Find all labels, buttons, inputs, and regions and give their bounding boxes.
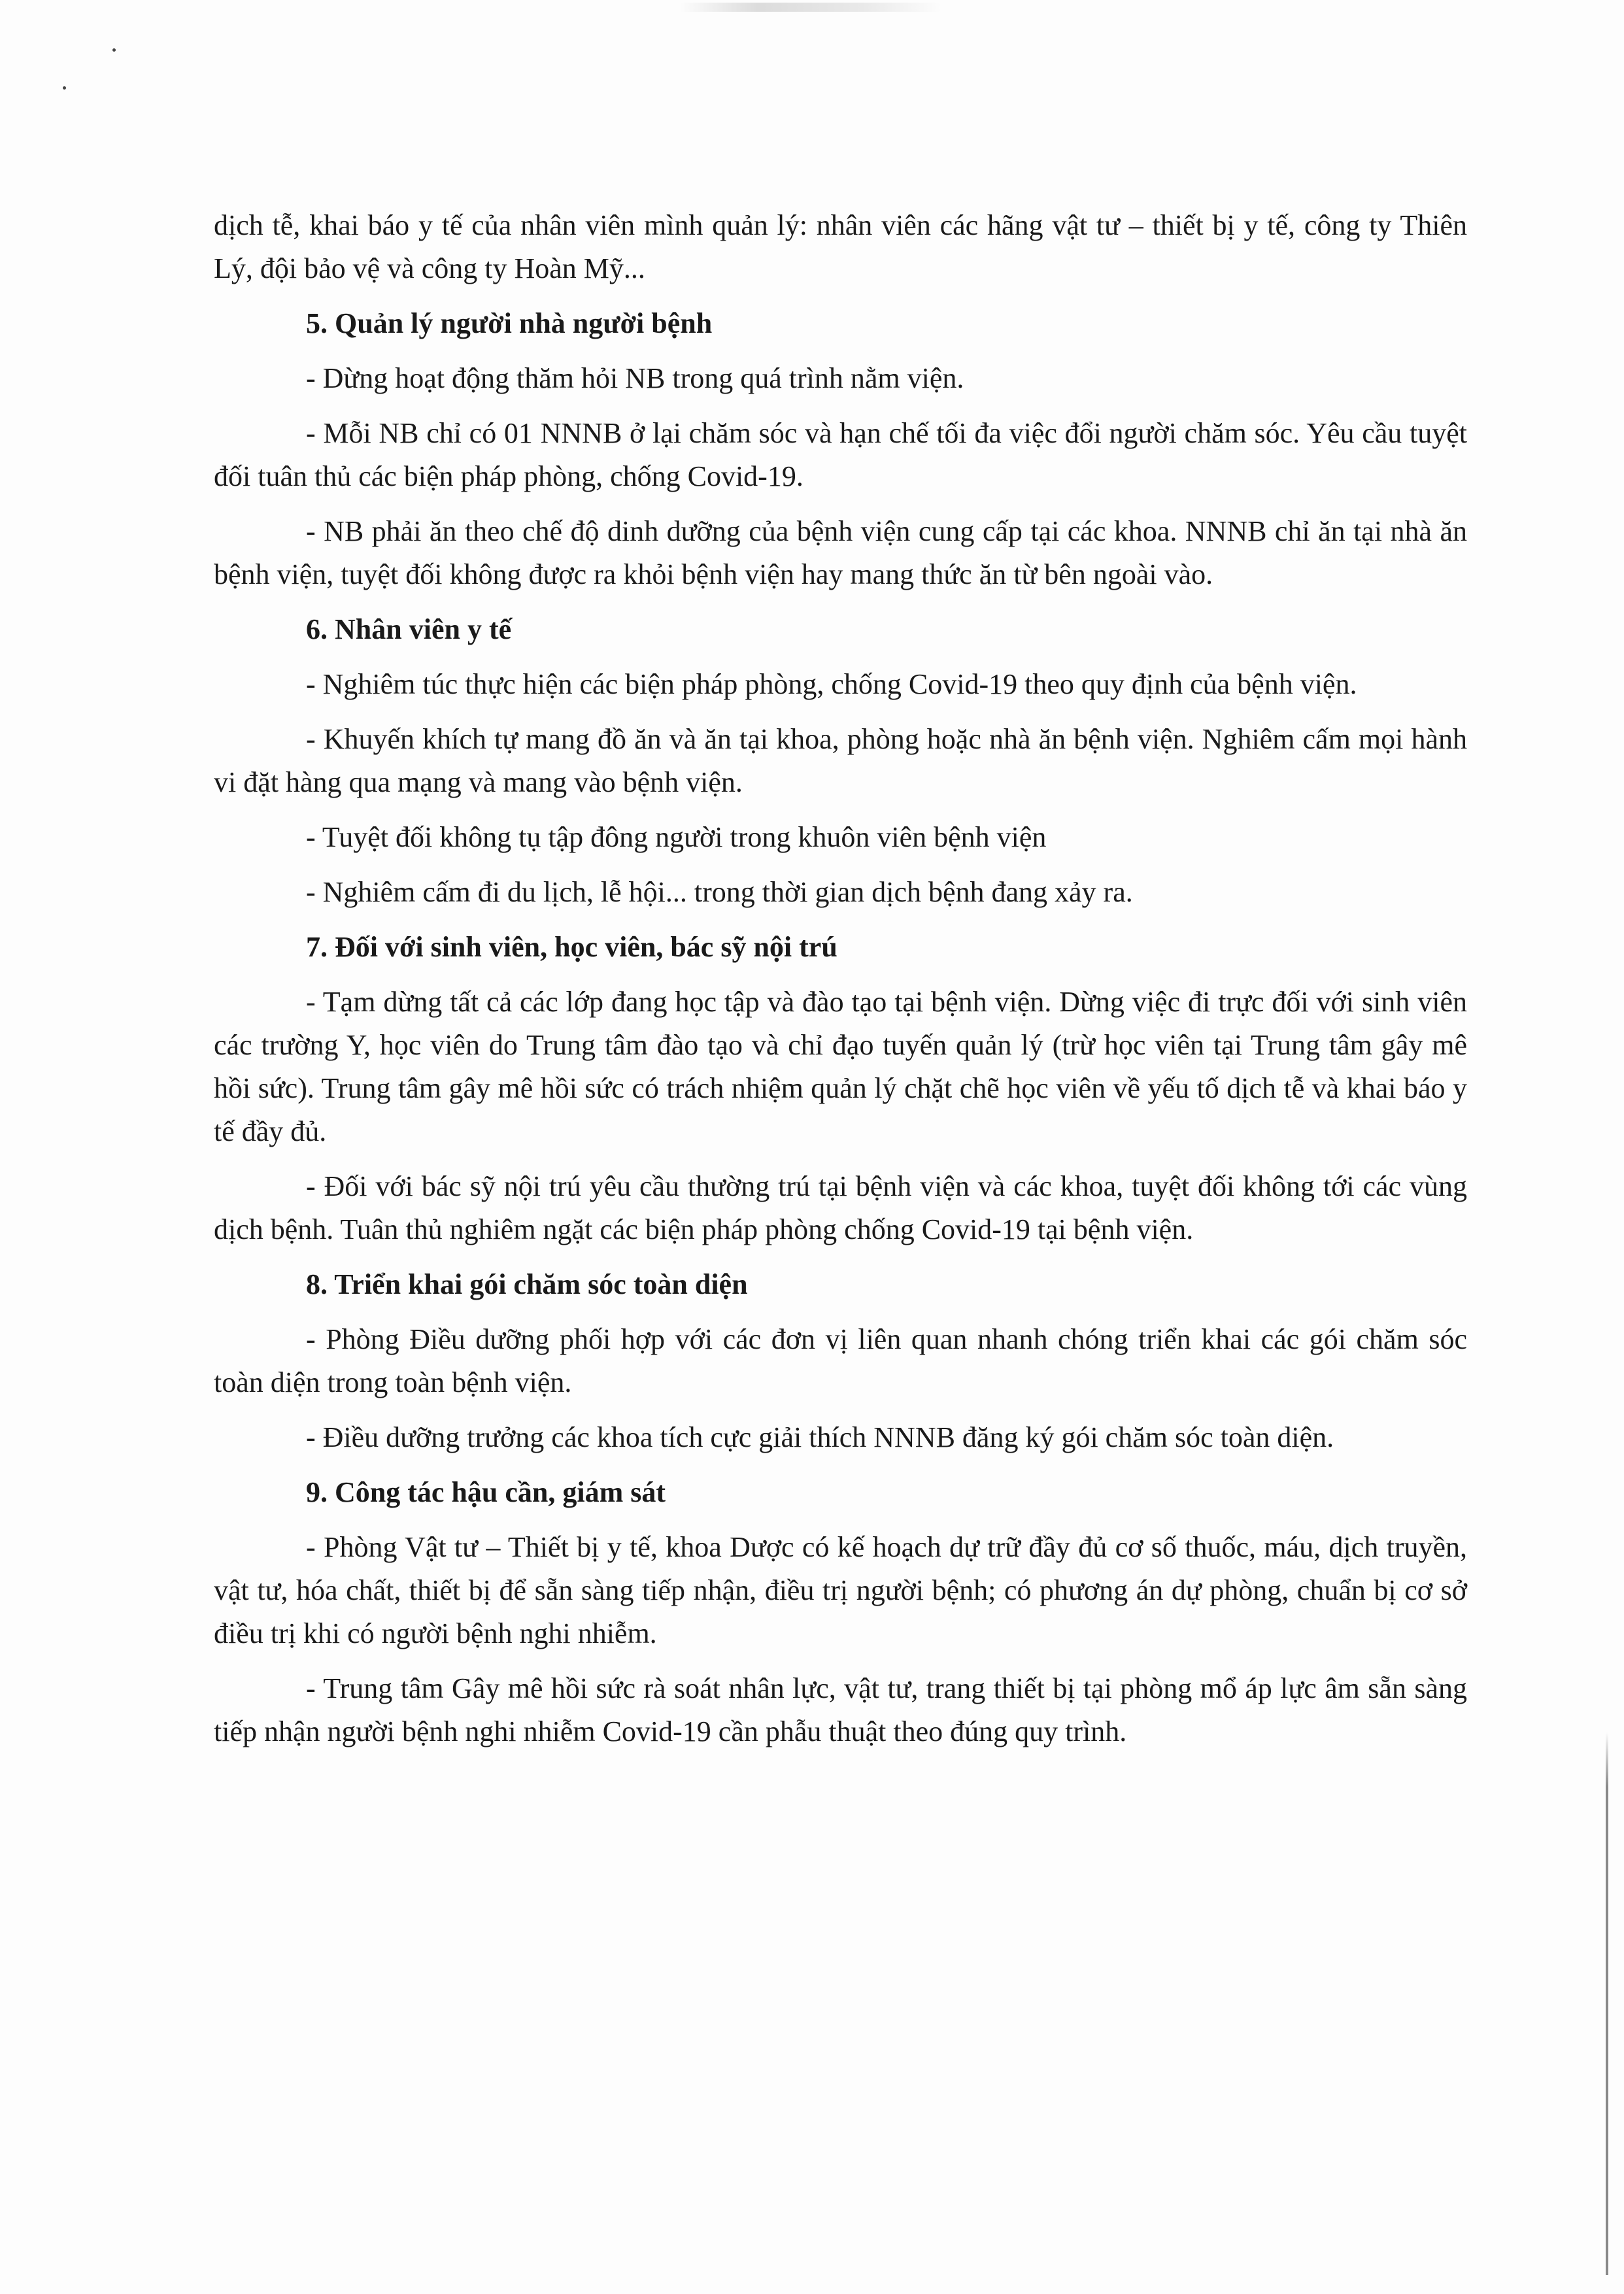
paragraph: - Nghiêm túc thực hiện các biện pháp phòng, chống Covid-19 theo quy định của bệnh viện. — [306, 668, 1357, 700]
paragraph: dịch tễ, khai báo y tế của nhân viên mình quản lý: nhân viên các hãng vật tư – thiết bị y tế, công ty Thiên Lý, đội bảo vệ và công ty Hoàn Mỹ... — [214, 209, 1467, 284]
scan-dot — [112, 48, 116, 52]
section-heading-5: 5. Quản lý người nhà người bệnh — [306, 307, 713, 339]
section-heading-7: 7. Đối với sinh viên, học viên, bác sỹ nội trú — [306, 931, 837, 963]
paragraph: - Trung tâm Gây mê hồi sức rà soát nhân lực, vật tư, trang thiết bị tại phòng mổ áp lực âm sẵn sàng tiếp nhận người bệnh nghi nhiễm Covid-19 cần phẫu thuật theo đúng quy trình. — [214, 1672, 1467, 1747]
paragraph: - Mỗi NB chỉ có 01 NNNB ở lại chăm sóc và hạn chế tối đa việc đổi người chăm sóc. Yêu cầu tuyệt đối tuân thủ các biện pháp phòng, chống Covid-19. — [214, 417, 1467, 492]
paragraph: - Dừng hoạt động thăm hỏi NB trong quá trình nằm viện. — [306, 362, 964, 394]
scan-edge-shadow — [1606, 1732, 1608, 2275]
paragraph: - Phòng Vật tư – Thiết bị y tế, khoa Dược có kế hoạch dự trữ đầy đủ cơ số thuốc, máu, dịch truyền, vật tư, hóa chất, thiết bị để sẵn sàng tiếp nhận, điều trị người bệnh; có phương án dự phòng, chuẩn bị cơ sở điều trị khi có người bệnh nghi nhiễm. — [214, 1531, 1467, 1649]
section-heading-6: 6. Nhân viên y tế — [306, 613, 512, 645]
paragraph: - Nghiêm cấm đi du lịch, lễ hội... trong thời gian dịch bệnh đang xảy ra. — [306, 876, 1133, 908]
scan-dot — [63, 86, 66, 90]
paragraph: - Đối với bác sỹ nội trú yêu cầu thường trú tại bệnh viện và các khoa, tuyệt đối không tới các vùng dịch bệnh. Tuân thủ nghiêm ngặt các biện pháp phòng chống Covid-19 tại bệnh viện. — [214, 1170, 1467, 1245]
scan-artifact-top — [680, 3, 941, 12]
paragraph: - Khuyến khích tự mang đồ ăn và ăn tại khoa, phòng hoặc nhà ăn bệnh viện. Nghiêm cấm mọi hành vi đặt hàng qua mạng và mang vào bệnh viện. — [214, 723, 1467, 798]
paragraph: - Tuyệt đối không tụ tập đông người trong khuôn viên bệnh viện — [306, 821, 1047, 853]
paragraph: - NB phải ăn theo chế độ dinh dưỡng của bệnh viện cung cấp tại các khoa. NNNB chỉ ăn tại nhà ăn bệnh viện, tuyệt đối không được ra khỏi bệnh viện hay mang thức ăn từ bên ngoài vào. — [214, 515, 1467, 590]
document-body — [214, 204, 1467, 1753]
paragraph: - Tạm dừng tất cả các lớp đang học tập và đào tạo tại bệnh viện. Dừng việc đi trực đối với sinh viên các trường Y, học viên do Trung tâm đào tạo và chỉ đạo tuyến quản lý (trừ học viên tại Trung tâm gây mê hồi sức). Trung tâm gây mê hồi sức có trách nhiệm quản lý chặt chẽ học viên về yếu tố dịch tễ và khai báo y tế đầy đủ. — [214, 986, 1467, 1147]
paragraph: - Điều dưỡng trưởng các khoa tích cực giải thích NNNB đăng ký gói chăm sóc toàn diện. — [306, 1421, 1334, 1453]
section-heading-9: 9. Công tác hậu cần, giám sát — [306, 1476, 666, 1508]
section-heading-8: 8. Triển khai gói chăm sóc toàn diện — [306, 1268, 748, 1300]
paragraph: - Phòng Điều dưỡng phối hợp với các đơn vị liên quan nhanh chóng triển khai các gói chăm sóc toàn diện trong toàn bệnh viện. — [214, 1323, 1467, 1398]
